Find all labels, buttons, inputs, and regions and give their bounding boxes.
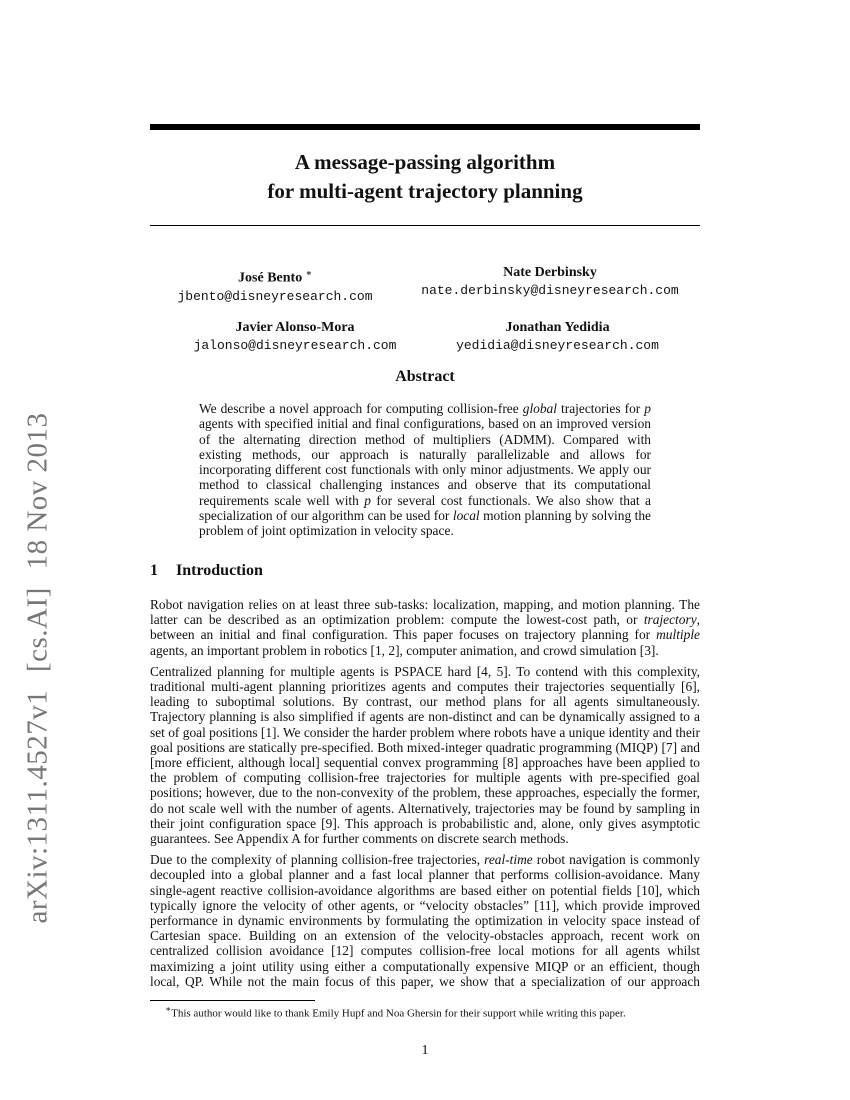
footnote-mark: ∗ (165, 1004, 172, 1014)
arxiv-category: [cs.AI] (21, 587, 54, 673)
intro-body (150, 597, 700, 995)
author-email: jalonso@disneyresearch.com (193, 338, 397, 353)
author-footnote-mark: ∗ (305, 268, 312, 278)
arxiv-date: 18 Nov 2013 (21, 412, 54, 570)
author-email: yedidia@disneyresearch.com (456, 338, 659, 353)
section-title: Introduction (176, 562, 263, 579)
arxiv-identifier (22, 407, 55, 928)
author-email: nate.derbinsky@disneyresearch.com (421, 283, 679, 298)
author-nate-derbinsky (385, 264, 715, 299)
footnote-rule (150, 1000, 315, 1001)
arxiv-id: arXiv:1311.4527v1 (21, 689, 54, 924)
footnote (165, 1002, 705, 1021)
section-number: 1 (150, 562, 158, 579)
author-jonathan-yedidia (425, 319, 690, 354)
title-line-2: for multi-agent trajectory planning (267, 179, 583, 203)
author-name: José Bento (238, 270, 303, 286)
paragraph: Robot navigation relies on at least three sub-tasks: localization, mapping, and motion planning. The latter can be described as an optimization problem: compute the lowest-cost path, or trajectory, between an initial and final configuration. This paper focuses on trajectory planning for multiple agents, an important problem in robotics [1, 2], computer animation, and crowd simulation [3]. (150, 597, 700, 658)
author-name: Javier Alonso-Mora (235, 320, 355, 335)
author-javier-alonso-mora (165, 319, 425, 354)
author-name: Jonathan Yedidia (505, 320, 610, 335)
author-name: Nate Derbinsky (503, 265, 597, 280)
paragraph: Centralized planning for multiple agents is PSPACE hard [4, 5]. To contend with this complexity, traditional multi-agent planning prioritizes agents and computes their trajectories sequentially [6], leading to suboptimal solutions. By contrast, our method plans for all agents simultaneously. Trajectory planning is also simplified if agents are non-distinct and can be dynamically assigned to a set of goal positions [1]. We consider the harder problem where robots have a unique identity and their goal positions are statically pre-specified. Both mixed-integer quadratic programming (MIQP) [7] and [more efficient, although local] sequential convex programming [8] approaches have been applied to the problem of computing collision-free trajectories for multiple agents with pre-specified goal positions; however, due to the non-convexity of the problem, these approaches, especially the former, do not scale well with the number of agents. Alternatively, trajectories may be found by sampling in their joint configuration space [9]. This approach is probabilistic and, alone, only gives asymptotic guarantees. See Appendix A for further comments on discrete search methods. (150, 663, 700, 847)
page-number: 1 (421, 1043, 429, 1058)
author-jose-bento (150, 264, 400, 305)
paper-title (150, 148, 700, 206)
title-line-1: A message-passing algorithm (294, 150, 556, 174)
footnote-text: This author would like to thank Emily Hupf and Noa Ghersin for their support while writing this paper. (171, 1007, 626, 1020)
author-email: jbento@disneyresearch.com (177, 288, 373, 304)
title-top-rule (150, 124, 700, 130)
section-heading (150, 562, 263, 580)
abstract-heading: Abstract (395, 368, 455, 385)
abstract-text: We describe a novel approach for computing collision-free global trajectories for p agents with specified initial and final configurations, based on an improved version of the alternating direction method of multipliers (ADMM). Compared with existing methods, our approach is naturally parallelizable and allows for incorporating different cost functionals with only minor adjustments. We apply our method to classical challenging instances and observe that its computational requirements scale well with p for several cost functionals. We also show that a specialization of our algorithm can be used for local motion planning by solving the problem of joint optimization in velocity space. (199, 401, 651, 539)
paragraph: Due to the complexity of planning collision-free trajectories, real-time robot navigation is commonly decoupled into a global planner and a fast local planner that performs collision-avoidance. Many single-agent reactive collision-avoidance algorithms are based either on potential fields [10], which typically ignore the velocity of other agents, or “velocity obstacles” [11], which provide improved performance in dynamic environments by formulating the optimization in velocity space instead of Cartesian space. Building on an extension of the velocity-obstacles approach, recent work on centralized collision avoidance [12] computes collision-free local motions for all agents whilst maximizing a joint utility using either a computationally expensive MIQP or an efficient, though local, QP. While not the main focus of this paper, we show that a specialization of our approach (150, 852, 700, 989)
title-bottom-rule (150, 225, 700, 226)
